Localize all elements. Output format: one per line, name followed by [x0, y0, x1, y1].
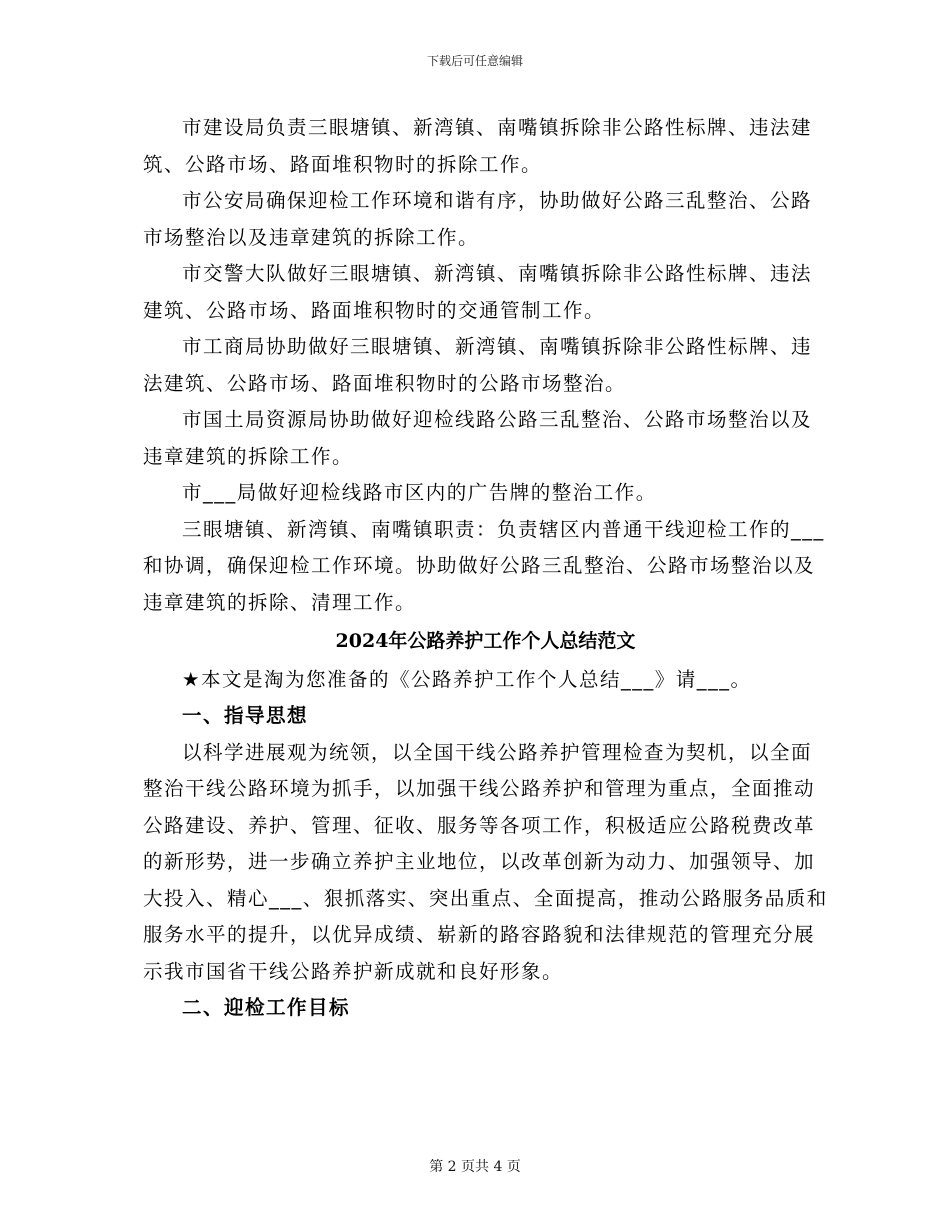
paragraph: 市国土局资源局协助做好迎检线路公路三乱整治、公路市场整治以及违章建筑的拆除工作。 [143, 408, 813, 468]
section-heading-2: 二、迎检工作目标 [182, 996, 351, 1019]
paragraph: 市工商局协助做好三眼塘镇、新湾镇、南嘴镇拆除非公路性标牌、违法建筑、公路市场、路面堆积物时的公路市场整治。 [143, 335, 813, 395]
document-title: 2024年公路养护工作个人总结范文 [335, 630, 636, 652]
section-1-body: 以科学进展观为统领，以全国干线公路养护管理检查为契机，以全面整治干线公路环境为抓手，以加强干线公路养护和管理为重点，全面推动公路建设、养护、管理、征收、服务等各项工作，积极适应公路税费改革的新形势，进一步确立养护主业地位，以改革创新为动力、加强领导、加大投入、精心___、狠抓落实、突出重点、全面提高，推动公路服务品质和服务水平的提升，以优异成绩、崭新的路容路貌和法律规范的管理充分展示我市国省干线公路养护新成就和良好形象。 [143, 740, 828, 983]
page-header: 下载后可任意编辑 [426, 54, 523, 68]
paragraph: 市建设局负责三眼塘镇、新湾镇、南嘴镇拆除非公路性标牌、违法建筑、公路市场、路面堆积物时的拆除工作。 [143, 116, 813, 176]
paragraph: 市公安局确保迎检工作环境和谐有序，协助做好公路三乱整治、公路市场整治以及违章建筑的拆除工作。 [143, 189, 813, 249]
section-heading-1: 一、指导思想 [182, 704, 309, 727]
intro-line: ★本文是淘为您准备的《公路养护工作个人总结___》请___。 [182, 667, 752, 691]
document-body [143, 110, 828, 1027]
paragraph: 市交警大队做好三眼塘镇、新湾镇、南嘴镇拆除非公路性标牌、违法建筑、公路市场、路面堆积物时的交通管制工作。 [143, 262, 813, 322]
paragraph: 三眼塘镇、新湾镇、南嘴镇职责：负责辖区内普通干线迎检工作的___和协调，确保迎检工作环境。协助做好公路三乱整治、公路市场整治以及违章建筑的拆除、清理工作。 [143, 517, 825, 614]
page-footer: 第 2 页共 4 页 [429, 1159, 521, 1175]
paragraph: 市___局做好迎检线路市区内的广告牌的整治工作。 [182, 481, 657, 504]
